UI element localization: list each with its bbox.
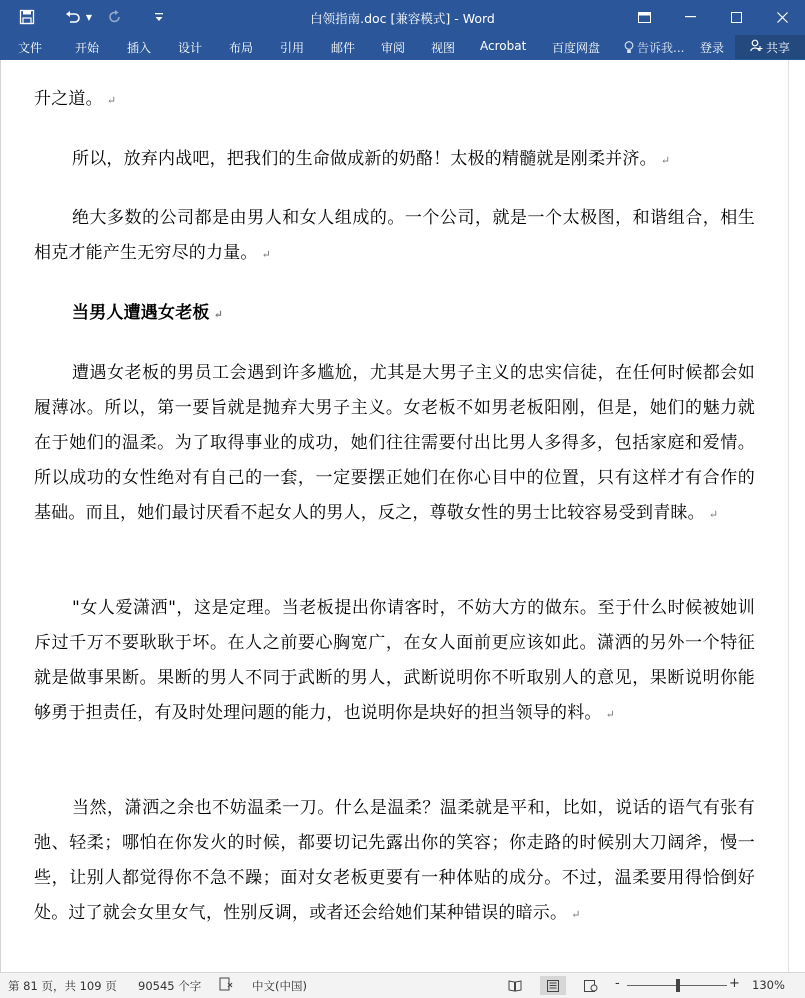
tab-acrobat[interactable]: Acrobat: [480, 39, 527, 53]
tab-insert[interactable]: 插入: [127, 41, 152, 55]
tab-layout[interactable]: 布局: [229, 41, 254, 55]
tab-review[interactable]: 审阅: [381, 41, 406, 55]
paragraph[interactable]: 遭遇女老板的男员工会遇到许多尴尬，尤其是大男子主义的忠实信徒，在任何时候都会如履薄冰。所以，第一要旨就是抛弃大男子主义。女老板不如男老板阳刚，但是，她们的魅力就在于她们的温柔。为了取得事业的成功，她们往往需要付出比男人多得多，包括家庭和爱情。所以成功的女性绝对有自己的一套，一定要摆正她们在你心目中的位置，只有这样才有合作的基础。而且，她们最讨厌看不起女人的男人，反之，尊敬女性的男士比较容易受到青睐。 ↵: [34, 363, 755, 523]
tell-me-search[interactable]: [624, 39, 684, 57]
page-left-edge: [0, 60, 1, 972]
read-mode-icon[interactable]: [502, 976, 528, 995]
tab-mailings[interactable]: 邮件: [331, 41, 356, 55]
paragraph-mark: ↵: [106, 94, 117, 107]
document-title: 白领指南.doc [兼容模式] - Word: [310, 11, 495, 26]
paragraph[interactable]: "女人爱潇洒"，这是定理。当老板提出你请客时，不妨大方的做东。至于什么时候被她训斥过千万不要耿耿于坏。在人之前要心胸宽广，在女人面前更应该如此。潇洒的另外一个特征就是做事果断。果断的男人不同于武断的男人，武断说明你不听取别人的意见，果断说明你能够勇于担责任，有及时处理问题的能力，也说明你是块好的担当领导的料。 ↵: [34, 598, 755, 723]
paragraph-mark: ↵: [213, 308, 224, 321]
zoom-level[interactable]: 130%: [752, 978, 785, 992]
ribbon-tabs: [0, 34, 805, 60]
zoom-in-button[interactable]: +: [729, 976, 740, 991]
close-icon[interactable]: [759, 0, 805, 34]
paragraph-mark: ↵: [605, 708, 616, 721]
tab-file[interactable]: 文件: [18, 41, 43, 55]
tell-me-label: 告诉我...: [637, 41, 685, 55]
print-layout-icon[interactable]: [540, 976, 566, 995]
person-icon: [750, 39, 763, 55]
paragraph-mark: ↵: [571, 908, 581, 921]
tab-baidu-netdisk[interactable]: 百度网盘: [552, 41, 601, 55]
paragraph-mark: ↵: [660, 154, 671, 167]
tab-references[interactable]: 引用: [280, 41, 305, 55]
paragraph[interactable]: 所以，放弃内战吧，把我们的生命做成新的奶酪！太极的精髓就是刚柔并济。 ↵: [72, 149, 671, 169]
proofing-icon[interactable]: [219, 977, 234, 994]
share-label: 共享: [765, 40, 790, 55]
paragraph[interactable]: 当然，潇洒之余也不妨温柔一刀。什么是温柔？温柔就是平和，比如，说话的语气有张有弛、轻柔；哪怕在你发火的时候，都要切记先露出你的笑容；你走路的时候别大刀阔斧，慢一些，让别人都觉得你不急不躁；面对女老板更要有一种体贴的成分。不过，温柔要用得恰倒好处。过了就会女里女气，性别反调，或者还会给她们某种错误的暗示。 ↵: [34, 798, 755, 923]
undo-dropdown-icon[interactable]: ▼: [85, 12, 93, 22]
lightbulb-icon: [624, 41, 634, 57]
word-count[interactable]: 90545 个字: [138, 979, 202, 993]
tab-view[interactable]: 视图: [431, 41, 456, 55]
title-bar: [0, 0, 805, 34]
tab-home[interactable]: 开始: [75, 41, 100, 55]
maximize-icon[interactable]: [713, 0, 759, 34]
zoom-slider-thumb[interactable]: [676, 979, 680, 992]
document-area[interactable]: [0, 60, 805, 972]
window-controls: [621, 0, 805, 34]
section-heading[interactable]: 当男人遭遇女老板 ↵: [72, 303, 224, 323]
paragraph-partial[interactable]: 升之道。 ↵: [34, 89, 117, 109]
share-button[interactable]: [735, 35, 805, 59]
ribbon-display-options-icon[interactable]: [621, 0, 667, 34]
paragraph[interactable]: 绝大多数的公司都是由男人和女人组成的。一个公司，就是一个太极图，和谐组合，相生相克才能产生无穷尽的力量。 ↵: [34, 208, 755, 263]
web-layout-icon[interactable]: [578, 976, 604, 995]
page-count[interactable]: 第 81 页，共 109 页: [8, 979, 117, 993]
paragraph-mark: ↵: [261, 248, 272, 261]
scrollbar-track[interactable]: [788, 60, 789, 972]
tab-design[interactable]: 设计: [178, 41, 203, 55]
language-indicator[interactable]: 中文(中国): [252, 979, 307, 993]
status-bar: [0, 972, 805, 998]
minimize-icon[interactable]: [667, 0, 713, 34]
login-link[interactable]: 登录: [700, 41, 725, 55]
paragraph-mark: ↵: [708, 508, 719, 521]
zoom-out-button[interactable]: -: [615, 976, 620, 991]
